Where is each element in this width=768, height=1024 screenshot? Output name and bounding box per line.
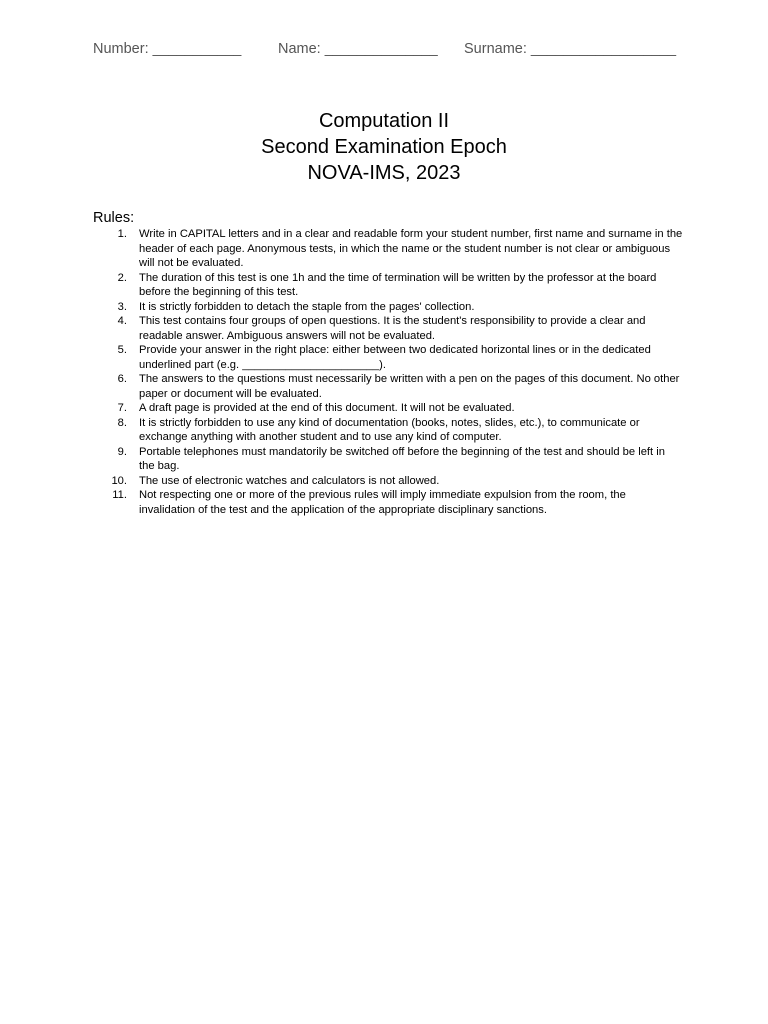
institution-year: NOVA-IMS, 2023 bbox=[307, 162, 461, 184]
rule-number: 8. bbox=[117, 416, 127, 429]
rule-text: This test contains four groups of open questions. It is the student's responsibility to provide a clear and readable answer. Ambiguous answers will not be evaluated. bbox=[139, 315, 646, 342]
rule-item bbox=[93, 401, 683, 416]
rule-text: Provide your answer in the right place: either between two dedicated horizontal lines or in the dedicated underlined part (e.g. ______________________). bbox=[139, 344, 651, 371]
rule-text: Write in CAPITAL letters and in a clear and readable form your student number, first name and surname in the header of each page. Anonymous tests, in which the name or the student number is not clear or ambiguous will not be evaluated. bbox=[139, 228, 683, 269]
rule-item bbox=[93, 445, 683, 474]
rule-text: The duration of this test is one 1h and the time of termination will be written by the professor at the board before the beginning of this test. bbox=[139, 271, 657, 298]
rule-item bbox=[93, 314, 683, 343]
student-number-field: Number: ___________ bbox=[93, 41, 242, 57]
student-surname-field: Surname: __________________ bbox=[464, 41, 677, 57]
rule-text: It is strictly forbidden to detach the staple from the pages' collection. bbox=[139, 300, 475, 313]
rule-text: Not respecting one or more of the previous rules will imply immediate expulsion from the room, the invalidation of the test and the application of the appropriate disciplinary sanctions. bbox=[139, 489, 626, 516]
rule-text: It is strictly forbidden to use any kind of documentation (books, notes, slides, etc.), to communicate or exchange anything with another student and to use any kind of computer. bbox=[139, 416, 640, 443]
rules-list bbox=[93, 227, 683, 517]
rule-item bbox=[93, 343, 683, 372]
rule-item bbox=[93, 488, 683, 517]
rule-item bbox=[93, 300, 683, 315]
rule-item bbox=[93, 474, 683, 489]
rules-heading: Rules: bbox=[93, 210, 135, 226]
rule-text: The answers to the questions must necessarily be written with a pen on the pages of this document. No other paper or document will be evaluated. bbox=[139, 373, 680, 400]
rule-number: 1. bbox=[117, 228, 127, 240]
rule-number: 11. bbox=[112, 489, 127, 501]
page-header bbox=[93, 41, 693, 63]
student-name-field: Name: ______________ bbox=[278, 41, 438, 57]
rule-item bbox=[93, 227, 683, 271]
rule-number: 6. bbox=[117, 373, 127, 385]
rule-number: 2. bbox=[117, 271, 127, 284]
exam-epoch: Second Examination Epoch bbox=[261, 136, 507, 158]
rule-number: 5. bbox=[117, 344, 127, 356]
rule-item bbox=[93, 271, 683, 300]
rule-text: Portable telephones must mandatorily be switched off before the beginning of the test and should be left in the bag. bbox=[139, 445, 665, 472]
exam-title-block bbox=[0, 108, 768, 186]
rule-number: 3. bbox=[117, 300, 127, 313]
rule-item bbox=[93, 372, 683, 401]
rule-number: 10. bbox=[111, 474, 127, 487]
rule-number: 7. bbox=[117, 402, 127, 414]
rule-text: A draft page is provided at the end of this document. It will not be evaluated. bbox=[139, 402, 515, 414]
rule-number: 4. bbox=[117, 315, 127, 327]
rule-item bbox=[93, 416, 683, 445]
rule-text: The use of electronic watches and calculators is not allowed. bbox=[139, 474, 440, 487]
rule-number: 9. bbox=[117, 445, 127, 458]
course-title: Computation II bbox=[318, 110, 450, 132]
